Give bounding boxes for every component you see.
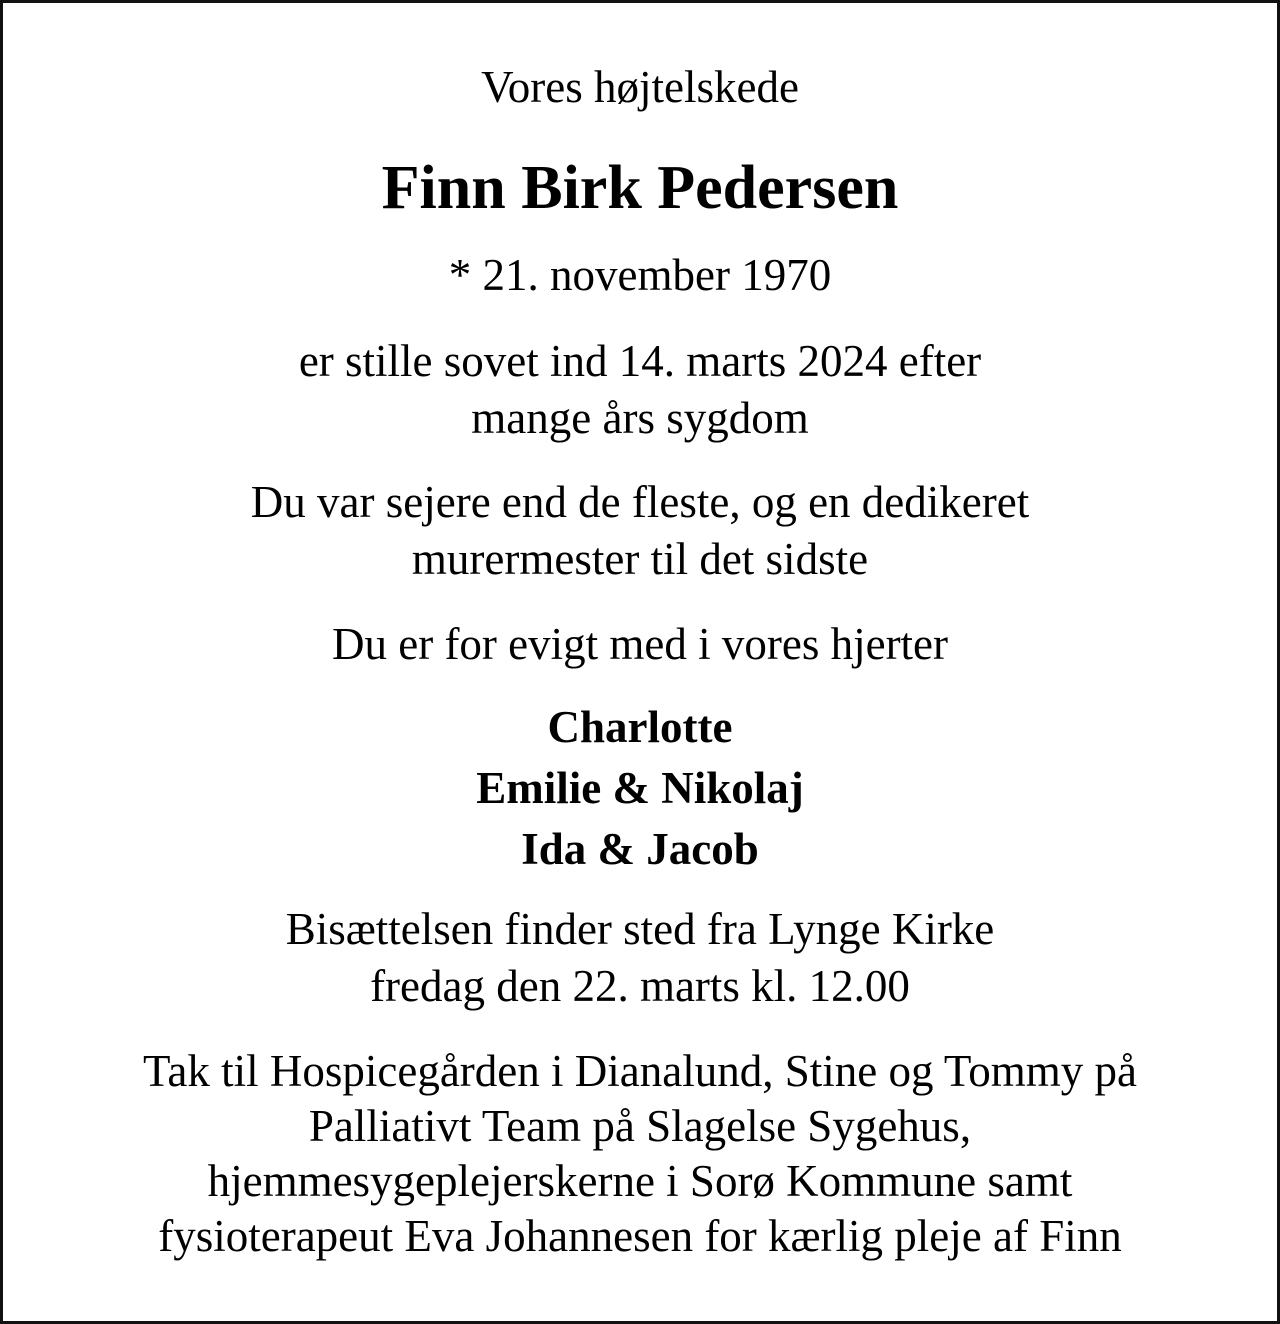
forever-text: Du er for evigt med i vores hjerter (331, 619, 949, 669)
passing-line: er stille sovet ind 14. marts 2024 efter (298, 336, 982, 386)
tribute-text (3, 474, 1277, 588)
thanks-line: fysioterapeut Eva Johannesen for kærlig pleje af Finn (158, 1211, 1122, 1261)
passing-text (3, 333, 1277, 447)
family-names (3, 697, 1277, 880)
thanks-text (3, 1044, 1277, 1264)
deceased-name: Finn Birk Pedersen (381, 154, 899, 222)
family-name: Ida & Jacob (521, 824, 759, 874)
passing-line: mange års sygdom (471, 393, 809, 443)
tribute-line: Du var sejere end de fleste, og en dedikeret (250, 477, 1030, 527)
funeral-line: Bisættelsen finder sted fra Lynge Kirke (285, 904, 995, 954)
funeral-text (3, 901, 1277, 1015)
birth-date: * 21. november 1970 (448, 250, 832, 300)
funeral-line: fredag den 22. marts kl. 12.00 (370, 961, 910, 1011)
thanks-line: Palliativt Team på Slagelse Sygehus, (308, 1101, 972, 1151)
family-name: Charlotte (547, 702, 733, 752)
thanks-line: hjemmesygeplejerskerne i Sorø Kommune samt (207, 1156, 1073, 1206)
family-name: Emilie & Nikolaj (476, 763, 804, 813)
thanks-line: Tak til Hospicegården i Dianalund, Stine og Tommy på (143, 1046, 1137, 1096)
intro-text: Vores højtelskede (481, 62, 799, 112)
tribute-line: murermester til det sidste (411, 534, 869, 584)
